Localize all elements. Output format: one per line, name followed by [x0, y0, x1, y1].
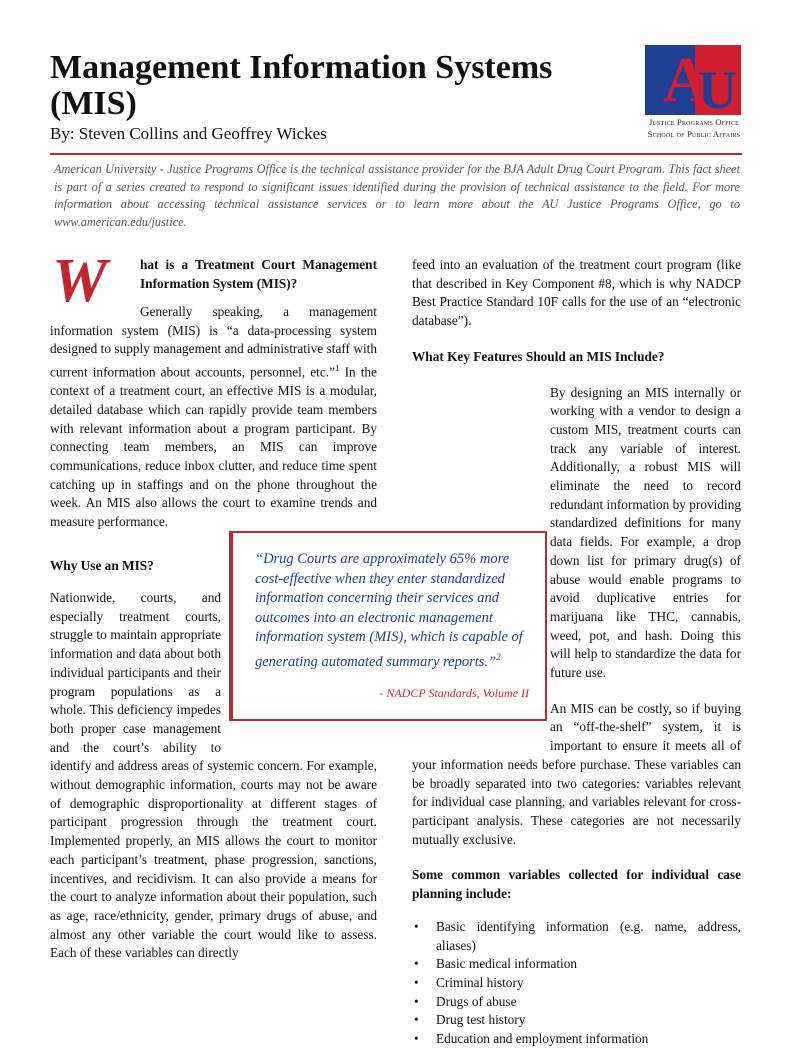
list-item: • Education and employment information	[412, 1030, 741, 1049]
variables-list	[412, 918, 741, 1049]
byline: By: Steven Collins and Geoffrey Wickes	[50, 124, 327, 143]
list-item: • Drug test history	[412, 1011, 741, 1030]
paragraph-definition: Generally speaking, a management information system (MIS) is “a data-processing system designed to supply management and administrative staff with current information about accounts, personnel, etc.”$^1$ In the context of a treatment court, an effective MIS is a modular, detailed database which can rapidly provide team members with relevant information about a program participant. By connecting team members, an MIS can improve communications, reduce inbox clutter, and reduce time spent catching up in staffings and on the phone throughout the week. An MIS also allows the court to examine trends and measure performance.	[50, 304, 377, 530]
list-heading: Some common variables collected for individual case planning include:	[412, 867, 741, 902]
list-item: • Drugs of abuse	[412, 993, 741, 1012]
footnote-ref-1: 1	[334, 363, 340, 374]
list-item: • Basic identifying information (e.g. name, address, aliases)	[412, 918, 741, 955]
au-logo-mark	[645, 44, 741, 120]
header-divider	[50, 153, 742, 155]
au-logo	[645, 45, 743, 139]
paragraph-design: By designing an MIS internally or working with a vendor to design a custom MIS, treatment courts can track any variable of interest. Additionally, a robust MIS will eliminate the need to record redundant information by providing standardized definitions for many data fields. For example, a drop down list for primary drug(s) of abuse would enable programs to avoid duplicative entries for marijuana like THC, cannabis, weed, pot, and hash. Doing this will help to standardize the data for future use.	[550, 384, 741, 681]
paragraph-why-use: Nationwide, courts, and especially treatment courts, struggle to maintain appropriate information and data about both individual participants and their program populations as a whole. This deficiency impedes both proper case management and the court’s ability to identify and address areas of systemic concern. For example, without demographic information, courts may not be aware of demographic disproportionality at different stages of participant progression through the treatment court. Implemented properly, an MIS allows the court to monitor each participant’s treatment, phase progression, sanctions, incentives, and recidivism. It can also provide a means for the court to analyze information about their population, such as age, race/ethnicity, gender, primary drugs of abuse, and almost any other variable the court would like to assess. Each of these variables can directly	[50, 590, 377, 961]
intro-paragraph: American University - Justice Programs Office is the technical assistance provider for the BJA Adult Drug Court Program. This fact sheet is part of a series created to respond to significant issues identified during the provision of technical assistance to the field. For more information about accessing technical assistance services or to learn more about the AU Justice Programs Office, go to www.american.edu/justice.	[54, 162, 740, 229]
list-item: • Criminal history	[412, 974, 741, 993]
list-item: • Basic medical information	[412, 955, 741, 974]
drop-cap: W	[52, 247, 108, 315]
left-paragraph-1-block	[50, 303, 377, 549]
pull-quote	[229, 531, 547, 721]
left-heading-1-block	[140, 256, 377, 293]
section-heading-why-use: Why Use an MIS?	[50, 558, 154, 573]
paragraph-evaluation: feed into an evaluation of the treatment court program (like that described in Key Component #8, which is why NADCP Best Practice Standard 10F calls for the use of an “electronic database”).	[412, 257, 741, 329]
pull-quote-text: “Drug Courts are approximately 65% more cost-effective when they enter standardized information concerning their services and outcomes into an electronic management information system (MIS), which is capable of generating automated summary reports.”$^2$	[255, 551, 523, 670]
logo-school-name: School of Public Affairs	[647, 129, 741, 139]
pull-quote-source: - NADCP Standards, Volume II	[379, 686, 529, 700]
logo-letter-u: U	[698, 60, 737, 120]
logo-letter-a: A	[663, 44, 710, 115]
section-heading-what-is: hat is a Treatment Court Management Information System (MIS)?	[140, 257, 377, 291]
logo-office-name: Justice Programs Office	[648, 117, 740, 127]
footnote-ref-2: 2	[496, 651, 501, 662]
section-heading-key-features: What Key Features Should an MIS Include?	[412, 348, 665, 364]
page-title: Management Information Systems (MIS)	[50, 49, 553, 122]
paragraph-cost: An MIS can be costly, so if buying an “off-the-shelf” system, it is important to ensure it meets all of your information needs before purchase. These variables can be broadly separated into two categories: variables relevant for individual case planning, and variables relevant for cross-participant analysis. These categories are not necessarily mutually exclusive.	[412, 700, 741, 847]
